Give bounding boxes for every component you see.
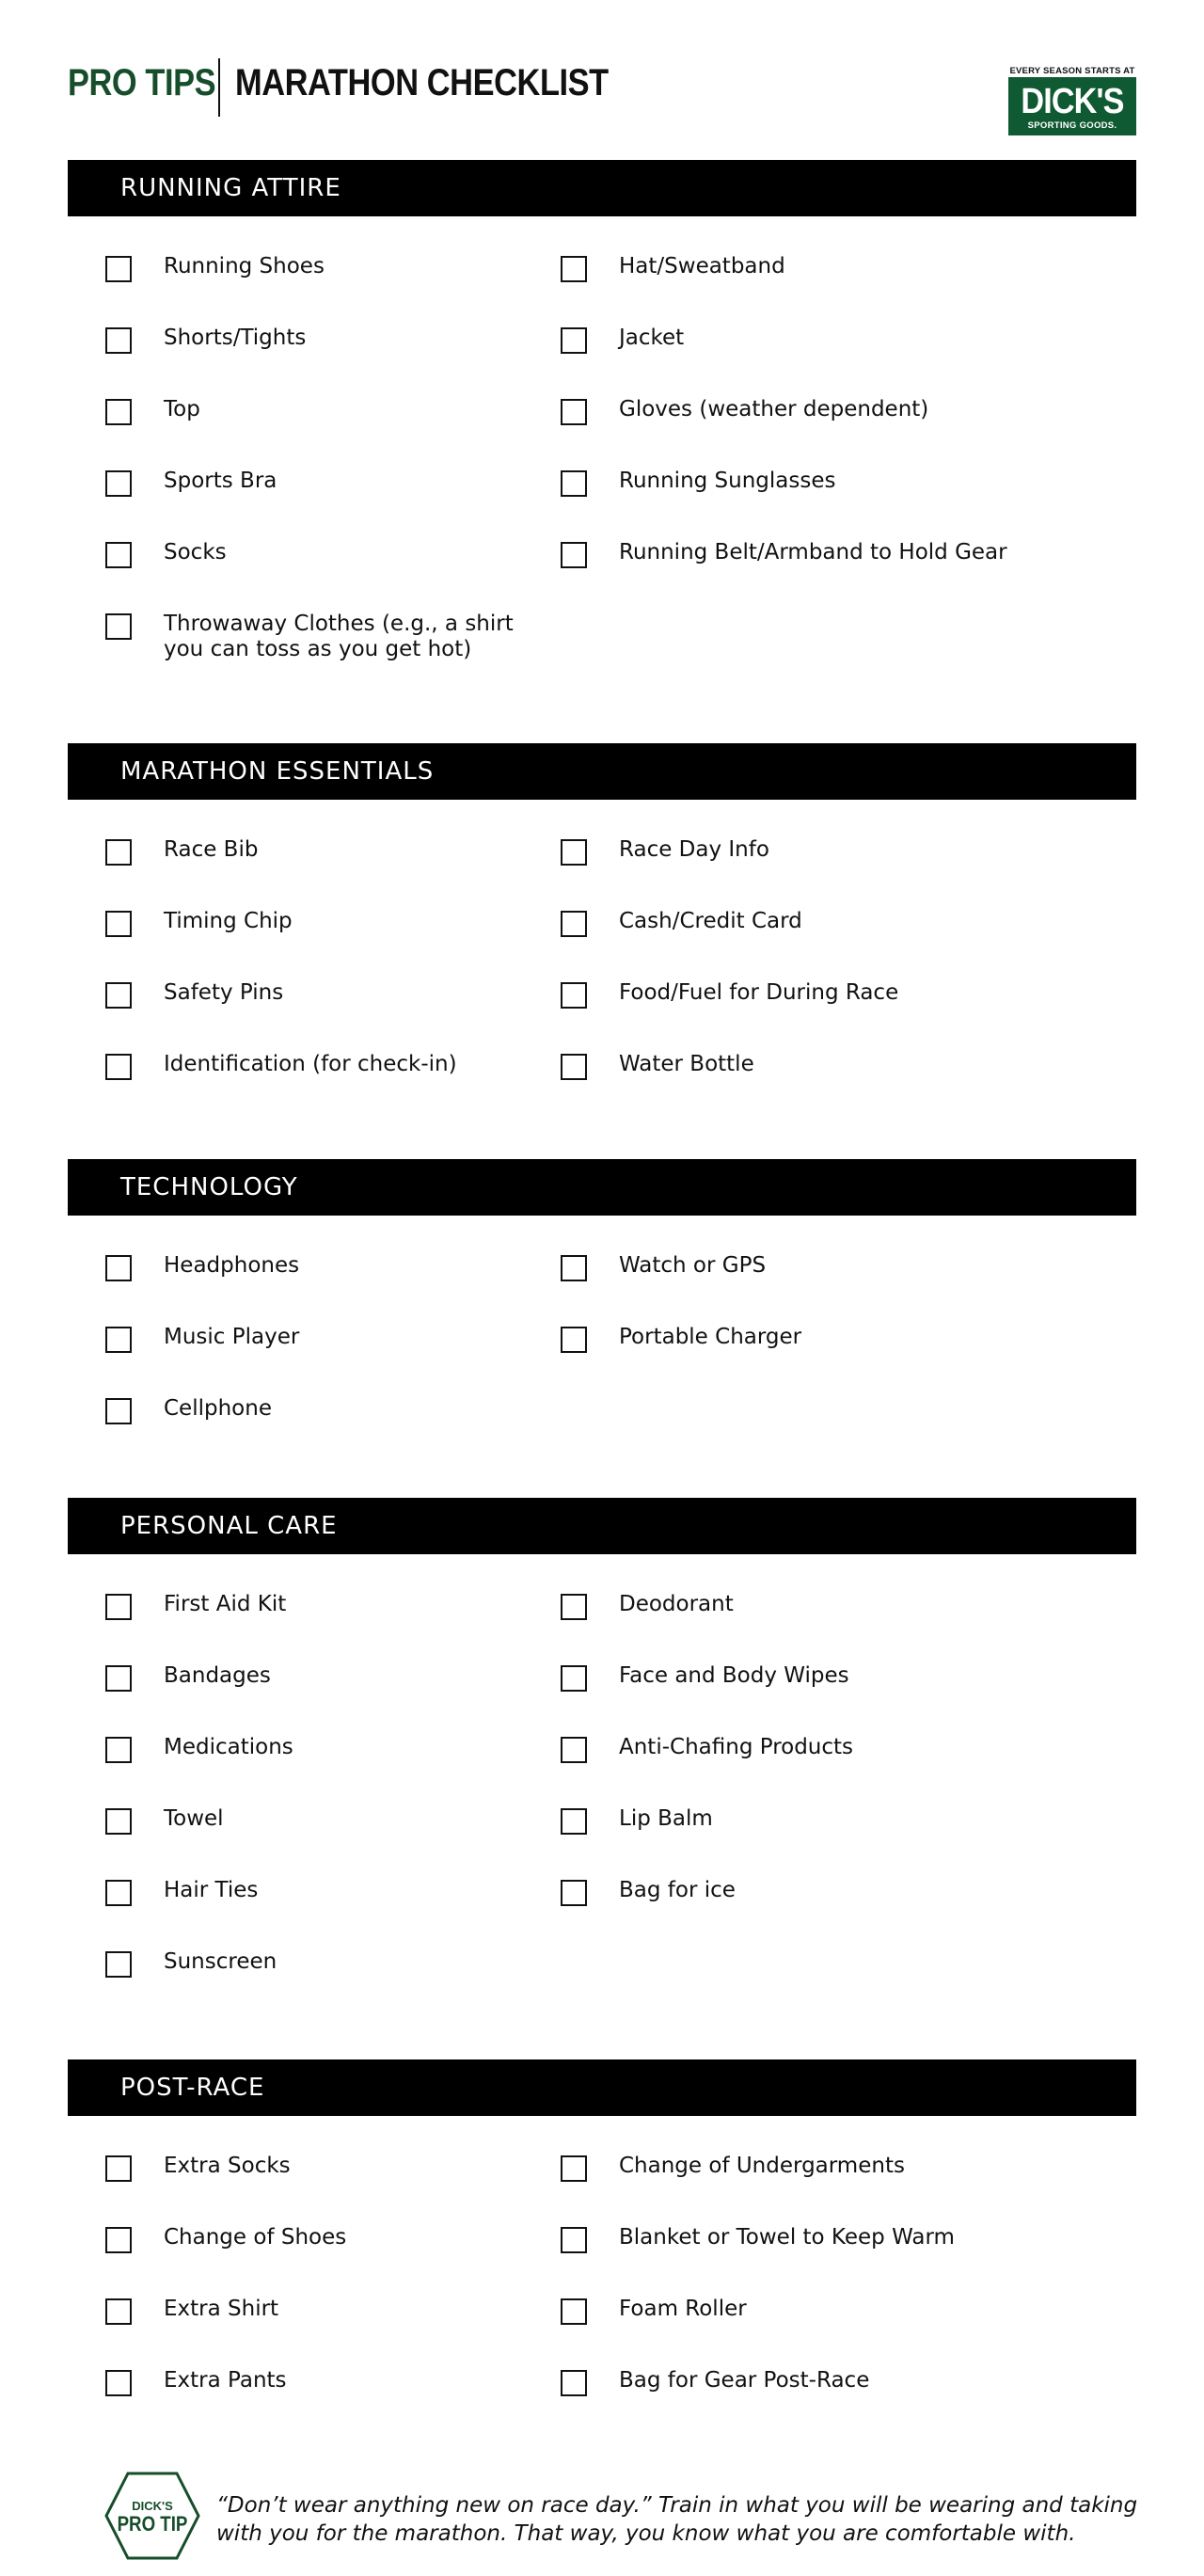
item-label: Race Bib (164, 837, 259, 862)
item-label: Running Sunglasses (619, 469, 836, 493)
checkbox[interactable] (561, 1880, 587, 1906)
item-label: Cash/Credit Card (619, 909, 802, 933)
item-label: Extra Shirt (164, 2297, 279, 2321)
item-label: Cellphone (164, 1396, 272, 1421)
checkbox[interactable] (105, 2370, 132, 2396)
item-label: Top (164, 397, 200, 421)
checklist-item[interactable] (68, 2208, 561, 2280)
page-header (68, 58, 1136, 139)
section-marathon-essentials (68, 743, 1136, 1106)
item-label: Identification (for check-in) (164, 1052, 457, 1076)
checklist-item[interactable] (68, 2137, 561, 2208)
checkbox[interactable] (561, 327, 587, 354)
checkbox[interactable] (105, 1398, 132, 1424)
item-label: Foam Roller (619, 2297, 747, 2321)
checklist-item[interactable] (68, 1379, 561, 1451)
item-label: Headphones (164, 1253, 300, 1278)
pro-tip-badge (103, 2471, 201, 2561)
badge-label: PRO TIP (117, 2512, 188, 2536)
checklist-item[interactable] (561, 1718, 1136, 1789)
checkbox[interactable] (561, 2298, 587, 2325)
checklist-item[interactable] (68, 820, 561, 892)
checklist-item[interactable] (68, 963, 561, 1035)
checklist-item[interactable] (561, 237, 1136, 309)
item-label: Anti-Chafing Products (619, 1735, 854, 1759)
dicks-logo (1008, 66, 1136, 135)
checklist-item[interactable] (68, 380, 561, 452)
item-label: Change of Shoes (164, 2225, 347, 2250)
checkbox[interactable] (105, 1327, 132, 1353)
checkbox[interactable] (105, 256, 132, 282)
checklist-item[interactable] (68, 595, 561, 681)
section-title: MARATHON ESSENTIALS (68, 743, 1136, 800)
item-label: Gloves (weather dependent) (619, 397, 929, 421)
section-title: POST-RACE (68, 2059, 1136, 2116)
checkbox[interactable] (105, 1665, 132, 1692)
item-label: Running Belt/Armband to Hold Gear (619, 540, 1007, 564)
logo-box (1008, 77, 1136, 135)
checkbox[interactable] (561, 2370, 587, 2396)
logo-name: DICK'S (1021, 82, 1124, 121)
checklist-item[interactable] (68, 1861, 561, 1932)
checkbox[interactable] (105, 839, 132, 866)
page-title: MARATHON CHECKLIST (235, 62, 609, 103)
checklist-item[interactable] (561, 1308, 1136, 1379)
checkbox[interactable] (561, 1327, 587, 1353)
checklist-item[interactable] (561, 309, 1136, 380)
item-label: Hair Ties (164, 1878, 259, 1902)
checklist-item[interactable] (68, 1236, 561, 1308)
checklist-item[interactable] (68, 452, 561, 523)
checklist-item[interactable] (561, 380, 1136, 452)
checklist-item[interactable] (561, 1035, 1136, 1106)
item-label: Bandages (164, 1663, 271, 1688)
checklist-item[interactable] (68, 1308, 561, 1379)
checkbox[interactable] (561, 1808, 587, 1835)
brand-pro-tips: PRO TIPS (68, 62, 216, 103)
item-label: Sports Bra (164, 469, 277, 493)
item-label: Timing Chip (164, 909, 293, 933)
checklist-item[interactable] (561, 820, 1136, 892)
checklist-item[interactable] (68, 1646, 561, 1718)
section-running-attire (68, 160, 1136, 681)
checkbox[interactable] (105, 1255, 132, 1281)
checklist-item[interactable] (561, 2280, 1136, 2351)
checkbox[interactable] (561, 2155, 587, 2182)
item-label: Bag for ice (619, 1878, 736, 1902)
item-label: Portable Charger (619, 1325, 802, 1349)
logo-subtitle: SPORTING GOODS. (1027, 120, 1117, 131)
checklist-item[interactable] (561, 1236, 1136, 1308)
item-label: Bag for Gear Post-Race (619, 2368, 870, 2393)
item-label: Running Shoes (164, 254, 325, 278)
checkbox[interactable] (561, 256, 587, 282)
section-title: RUNNING ATTIRE (68, 160, 1136, 216)
item-label: Sunscreen (164, 1949, 277, 1974)
checkbox[interactable] (561, 1255, 587, 1281)
checkbox[interactable] (105, 470, 132, 497)
checkbox[interactable] (561, 982, 587, 1009)
item-label: Extra Pants (164, 2368, 287, 2393)
logo-tagline: EVERY SEASON STARTS AT (1009, 66, 1135, 76)
checkbox[interactable] (561, 470, 587, 497)
item-label: Jacket (619, 326, 685, 350)
item-label: Water Bottle (619, 1052, 754, 1076)
item-label: Watch or GPS (619, 1253, 767, 1278)
checklist-item[interactable] (561, 2351, 1136, 2423)
item-label: Hat/Sweatband (619, 254, 785, 278)
checkbox[interactable] (561, 2227, 587, 2253)
checklist-item[interactable] (68, 309, 561, 380)
checklist-item[interactable] (561, 2137, 1136, 2208)
item-label: Blanket or Towel to Keep Warm (619, 2225, 955, 2250)
checkbox[interactable] (105, 1808, 132, 1835)
item-label: First Aid Kit (164, 1592, 287, 1616)
checkbox[interactable] (105, 2298, 132, 2325)
checkbox[interactable] (105, 982, 132, 1009)
checklist-item[interactable] (68, 523, 561, 595)
item-label: Medications (164, 1735, 293, 1759)
checklist-item[interactable] (561, 1789, 1136, 1861)
checklist-item[interactable] (68, 1575, 561, 1646)
checklist-item[interactable] (561, 1575, 1136, 1646)
checklist-item[interactable] (561, 523, 1136, 595)
section-title: PERSONAL CARE (68, 1498, 1136, 1554)
badge-brand: DICK'S (132, 2499, 173, 2513)
checkbox[interactable] (105, 2155, 132, 2182)
checklist-item[interactable] (68, 2351, 561, 2423)
item-label: Throwaway Clothes (e.g., a shirt you can toss as you get hot) (164, 612, 514, 661)
item-label: Lip Balm (619, 1806, 713, 1831)
pro-tip-quote: “Don’t wear anything new on race day.” Train in what you will be wearing and taking with you for the marathon. That way, you know what you are comfortable with. (216, 2493, 1138, 2546)
checklist-item[interactable] (561, 2208, 1136, 2280)
item-label: Deodorant (619, 1592, 734, 1616)
checklist-item[interactable] (68, 892, 561, 963)
header-divider (218, 58, 220, 117)
checklist-item[interactable] (68, 237, 561, 309)
checkbox[interactable] (105, 1880, 132, 1906)
checkbox[interactable] (561, 399, 587, 425)
checklist-item[interactable] (561, 1861, 1136, 1932)
checklist-item[interactable] (68, 2280, 561, 2351)
section-technology (68, 1159, 1136, 1451)
section-post-race (68, 2059, 1136, 2423)
item-label: Food/Fuel for During Race (619, 980, 899, 1005)
checklist-item[interactable] (561, 1646, 1136, 1718)
pro-tip (103, 2471, 1136, 2565)
checklist-item[interactable] (561, 963, 1136, 1035)
item-label: Extra Socks (164, 2154, 291, 2178)
checkbox[interactable] (105, 1737, 132, 1763)
checkbox[interactable] (105, 1054, 132, 1080)
checklist-item[interactable] (68, 1718, 561, 1789)
checkbox[interactable] (561, 911, 587, 937)
item-label: Race Day Info (619, 837, 769, 862)
item-label: Change of Undergarments (619, 2154, 905, 2178)
checkbox[interactable] (105, 2227, 132, 2253)
checkbox[interactable] (561, 1054, 587, 1080)
checkbox[interactable] (105, 613, 132, 640)
checklist-item[interactable] (68, 1789, 561, 1861)
checkbox[interactable] (105, 327, 132, 354)
checkbox[interactable] (561, 1737, 587, 1763)
item-label: Music Player (164, 1325, 300, 1349)
checkbox[interactable] (561, 1665, 587, 1692)
item-label: Face and Body Wipes (619, 1663, 849, 1688)
checkbox[interactable] (561, 839, 587, 866)
item-label: Shorts/Tights (164, 326, 307, 350)
item-label: Towel (164, 1806, 224, 1831)
checklist-item[interactable] (68, 1932, 561, 2004)
checkbox[interactable] (561, 1594, 587, 1620)
checkbox[interactable] (105, 1951, 132, 1978)
checkbox[interactable] (105, 911, 132, 937)
checkbox[interactable] (105, 542, 132, 568)
item-label: Safety Pins (164, 980, 284, 1005)
checkbox[interactable] (105, 399, 132, 425)
section-title: TECHNOLOGY (68, 1159, 1136, 1216)
checkbox[interactable] (561, 542, 587, 568)
checklist-item[interactable] (561, 892, 1136, 963)
checklist-item[interactable] (561, 452, 1136, 523)
section-personal-care (68, 1498, 1136, 2004)
checkbox[interactable] (105, 1594, 132, 1620)
checklist-item[interactable] (68, 1035, 561, 1106)
item-label: Socks (164, 540, 227, 564)
